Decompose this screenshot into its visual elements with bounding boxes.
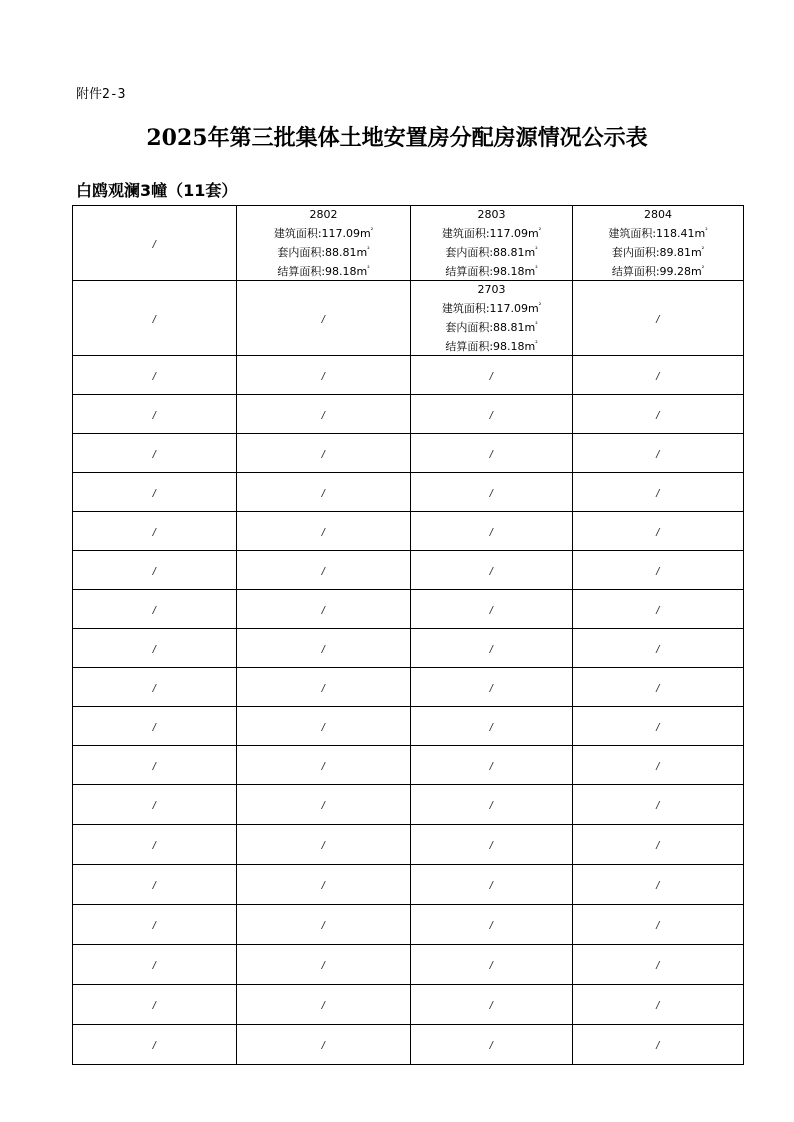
unit-symbol: m (691, 264, 702, 278)
inner-area-label: 套内面积: (611, 245, 660, 259)
empty-mark: / (151, 313, 158, 325)
empty-mark: / (488, 643, 495, 655)
empty-cell (73, 668, 237, 707)
empty-mark: / (151, 1000, 158, 1011)
build-area-value: 117.09 (489, 226, 529, 240)
empty-cell (73, 395, 237, 434)
empty-cell (237, 629, 411, 668)
empty-mark: / (151, 409, 158, 421)
empty-cell (237, 785, 411, 825)
empty-mark: / (488, 920, 495, 931)
unit-superscript: ² (701, 245, 705, 253)
build-area-label: 建筑面积: (441, 226, 490, 240)
empty-cell (237, 707, 411, 746)
empty-cell (573, 825, 744, 865)
housing-table-body (73, 206, 744, 1065)
empty-cell (73, 865, 237, 905)
empty-mark: / (151, 487, 158, 499)
empty-mark: / (320, 800, 327, 811)
empty-cell (237, 865, 411, 905)
empty-mark: / (488, 760, 495, 772)
empty-mark: / (488, 880, 495, 891)
empty-cell (573, 434, 744, 473)
empty-mark: / (320, 760, 327, 772)
build-area-value: 117.09 (489, 301, 529, 315)
unit-cell (573, 206, 744, 281)
empty-cell (411, 629, 573, 668)
unit-superscript: ² (367, 245, 370, 253)
empty-cell (573, 356, 744, 395)
empty-cell (237, 905, 411, 945)
empty-cell (73, 825, 237, 865)
settle-area-value: 98.18 (493, 339, 525, 353)
empty-mark: / (654, 721, 662, 733)
empty-mark: / (488, 526, 495, 538)
settle-area-line (411, 336, 572, 355)
empty-cell (73, 281, 237, 356)
unit-symbol: m (356, 245, 368, 259)
empty-cell (573, 945, 744, 985)
empty-mark: / (151, 1040, 158, 1051)
empty-mark: / (488, 682, 495, 694)
empty-mark: / (151, 960, 158, 971)
empty-cell (411, 551, 573, 590)
empty-mark: / (151, 643, 158, 655)
empty-cell (411, 434, 573, 473)
empty-cell (73, 512, 237, 551)
unit-superscript: ² (535, 264, 538, 272)
empty-cell (411, 590, 573, 629)
empty-mark: / (151, 920, 158, 931)
empty-mark: / (320, 409, 327, 421)
empty-cell (573, 281, 744, 356)
empty-cell (73, 434, 237, 473)
empty-mark: / (654, 526, 662, 538)
table-row (73, 865, 744, 905)
build-area-line (411, 223, 572, 242)
table-row (73, 590, 744, 629)
empty-mark: / (151, 448, 158, 460)
table-row (73, 985, 744, 1025)
empty-cell (411, 785, 573, 825)
empty-mark: / (654, 880, 662, 891)
empty-cell (73, 746, 237, 785)
empty-cell (411, 865, 573, 905)
empty-cell (573, 785, 744, 825)
settle-area-value: 98.18 (493, 264, 525, 278)
build-area-label: 建筑面积: (608, 226, 657, 240)
empty-cell (237, 668, 411, 707)
empty-cell (237, 590, 411, 629)
empty-mark: / (320, 840, 327, 851)
empty-mark: / (488, 1040, 495, 1051)
empty-mark: / (151, 840, 158, 851)
empty-mark: / (488, 840, 495, 851)
unit-symbol: m (524, 320, 536, 334)
table-row (73, 785, 744, 825)
empty-cell (411, 512, 573, 551)
empty-cell (237, 395, 411, 434)
empty-mark: / (654, 920, 662, 931)
table-row (73, 512, 744, 551)
empty-mark: / (151, 800, 158, 811)
empty-cell (237, 985, 411, 1025)
empty-mark: / (488, 800, 495, 811)
empty-cell (237, 945, 411, 985)
table-row (73, 473, 744, 512)
unit-cell (411, 281, 573, 356)
empty-mark: / (151, 604, 158, 616)
empty-cell (573, 551, 744, 590)
inner-area-label: 套内面积: (445, 245, 494, 259)
empty-cell (237, 434, 411, 473)
settle-area-label: 结算面积: (277, 264, 326, 278)
settle-area-label: 结算面积: (611, 264, 660, 278)
empty-mark: / (320, 920, 327, 931)
empty-cell (73, 707, 237, 746)
empty-mark: / (151, 760, 158, 772)
empty-mark: / (488, 565, 495, 577)
empty-mark: / (488, 409, 495, 421)
empty-mark: / (488, 721, 495, 733)
build-area-line (237, 223, 410, 242)
empty-cell (237, 825, 411, 865)
empty-cell (73, 905, 237, 945)
empty-cell (573, 590, 744, 629)
empty-mark: / (488, 1000, 495, 1011)
build-area-line (573, 223, 743, 242)
empty-cell (411, 356, 573, 395)
empty-mark: / (654, 487, 662, 499)
unit-number: 2804 (644, 207, 672, 221)
empty-cell (573, 865, 744, 905)
unit-symbol: m (524, 264, 536, 278)
empty-cell (73, 985, 237, 1025)
empty-mark: / (151, 565, 158, 577)
empty-cell (573, 395, 744, 434)
empty-mark: / (654, 1000, 662, 1011)
inner-area-line (411, 317, 572, 336)
empty-cell (573, 473, 744, 512)
unit-superscript: ² (367, 264, 370, 272)
empty-cell (411, 1025, 573, 1065)
empty-cell (573, 905, 744, 945)
empty-mark: / (654, 643, 662, 655)
housing-table (72, 205, 744, 1065)
unit-symbol: m (524, 339, 536, 353)
settle-area-label: 结算面积: (445, 264, 494, 278)
empty-mark: / (320, 604, 327, 616)
empty-cell (73, 473, 237, 512)
unit-number: 2703 (477, 282, 506, 296)
empty-mark: / (654, 313, 662, 325)
unit-superscript: ² (535, 339, 538, 347)
empty-mark: / (151, 370, 158, 382)
empty-cell (73, 1025, 237, 1065)
empty-cell (73, 551, 237, 590)
empty-mark: / (654, 682, 662, 694)
page-title: 2025年第三批集体土地安置房分配房源情况公示表 (146, 125, 648, 151)
table-row (73, 707, 744, 746)
settle-area-line (237, 261, 410, 280)
empty-cell (237, 281, 411, 356)
empty-mark: / (488, 487, 495, 499)
settle-area-value: 99.28 (659, 264, 692, 278)
empty-mark: / (320, 880, 327, 891)
empty-mark: / (654, 760, 662, 772)
empty-mark: / (654, 448, 662, 460)
empty-cell (237, 473, 411, 512)
empty-cell (73, 590, 237, 629)
table-row (73, 1025, 744, 1065)
empty-cell (573, 707, 744, 746)
table-row (73, 206, 744, 281)
build-area-line (411, 298, 572, 317)
attachment-label: 附件2-3 (76, 87, 126, 102)
unit-superscript: ² (370, 226, 374, 234)
table-row (73, 668, 744, 707)
settle-area-label: 结算面积: (445, 339, 494, 353)
empty-cell (237, 356, 411, 395)
empty-cell (573, 985, 744, 1025)
empty-cell (411, 668, 573, 707)
table-row (73, 281, 744, 356)
build-area-value: 117.09 (321, 226, 361, 240)
empty-mark: / (654, 565, 662, 577)
unit-superscript: ² (705, 226, 708, 234)
unit-number: 2802 (309, 207, 338, 221)
table-row (73, 825, 744, 865)
empty-mark: / (654, 604, 662, 616)
empty-mark: / (320, 1000, 327, 1011)
table-row (73, 905, 744, 945)
empty-mark: / (654, 800, 662, 811)
empty-cell (411, 945, 573, 985)
empty-cell (73, 629, 237, 668)
empty-mark: / (654, 409, 662, 421)
table-row (73, 395, 744, 434)
unit-symbol: m (360, 226, 371, 240)
empty-cell (573, 746, 744, 785)
unit-cell (237, 206, 411, 281)
empty-cell (411, 746, 573, 785)
empty-cell (237, 512, 411, 551)
unit-symbol: m (694, 226, 706, 240)
empty-mark: / (488, 370, 495, 382)
inner-area-value: 88.81 (493, 320, 525, 334)
empty-cell (73, 356, 237, 395)
unit-symbol: m (691, 245, 702, 259)
empty-mark: / (151, 682, 158, 694)
empty-mark: / (654, 370, 662, 382)
inner-area-line (411, 242, 572, 261)
empty-mark: / (320, 448, 327, 460)
empty-cell (411, 985, 573, 1025)
unit-superscript: ² (535, 320, 538, 328)
empty-cell (573, 629, 744, 668)
empty-mark: / (654, 840, 662, 851)
unit-superscript: ² (538, 226, 542, 234)
empty-cell (73, 206, 237, 281)
empty-cell (237, 1025, 411, 1065)
unit-number: 2803 (477, 207, 506, 221)
inner-area-label: 套内面积: (445, 320, 494, 334)
unit-cell (411, 206, 573, 281)
empty-mark: / (320, 1040, 327, 1051)
inner-area-value: 89.81 (659, 245, 692, 259)
inner-area-line (237, 242, 410, 261)
table-row (73, 945, 744, 985)
empty-mark: / (320, 960, 327, 971)
empty-mark: / (488, 448, 495, 460)
empty-cell (73, 785, 237, 825)
build-area-label: 建筑面积: (441, 301, 490, 315)
empty-mark: / (320, 526, 327, 538)
table-row (73, 356, 744, 395)
table-row (73, 551, 744, 590)
settle-area-value: 98.18 (325, 264, 357, 278)
inner-area-label: 套内面积: (277, 245, 326, 259)
unit-superscript: ² (535, 245, 538, 253)
empty-mark: / (320, 313, 327, 325)
empty-mark: / (151, 526, 158, 538)
empty-mark: / (151, 880, 158, 891)
unit-symbol: m (356, 264, 368, 278)
settle-area-line (573, 261, 743, 280)
empty-mark: / (320, 370, 327, 382)
empty-cell (237, 551, 411, 590)
empty-mark: / (320, 721, 327, 733)
empty-cell (573, 1025, 744, 1065)
inner-area-value: 88.81 (325, 245, 357, 259)
empty-cell (411, 905, 573, 945)
table-row (73, 629, 744, 668)
empty-cell (411, 825, 573, 865)
build-area-value: 118.41 (656, 226, 695, 240)
empty-cell (237, 746, 411, 785)
building-subtitle: 白鸥观澜3幢（11套） (76, 181, 238, 200)
empty-mark: / (320, 487, 327, 499)
table-row (73, 746, 744, 785)
empty-mark: / (320, 682, 327, 694)
unit-symbol: m (528, 226, 539, 240)
empty-mark: / (320, 565, 327, 577)
empty-cell (73, 945, 237, 985)
settle-area-line (411, 261, 572, 280)
empty-mark: / (151, 721, 158, 733)
empty-mark: / (654, 960, 662, 971)
empty-cell (411, 473, 573, 512)
inner-area-value: 88.81 (493, 245, 525, 259)
inner-area-line (573, 242, 743, 261)
empty-mark: / (151, 238, 158, 250)
empty-mark: / (488, 604, 495, 616)
unit-superscript: ² (701, 264, 705, 272)
empty-cell (411, 707, 573, 746)
unit-symbol: m (524, 245, 536, 259)
empty-cell (573, 512, 744, 551)
empty-cell (411, 395, 573, 434)
empty-mark: / (654, 1040, 662, 1051)
unit-symbol: m (528, 301, 539, 315)
empty-mark: / (320, 643, 327, 655)
unit-superscript: ² (538, 301, 542, 309)
empty-cell (573, 668, 744, 707)
table-row (73, 434, 744, 473)
empty-mark: / (488, 960, 495, 971)
build-area-label: 建筑面积: (273, 226, 322, 240)
